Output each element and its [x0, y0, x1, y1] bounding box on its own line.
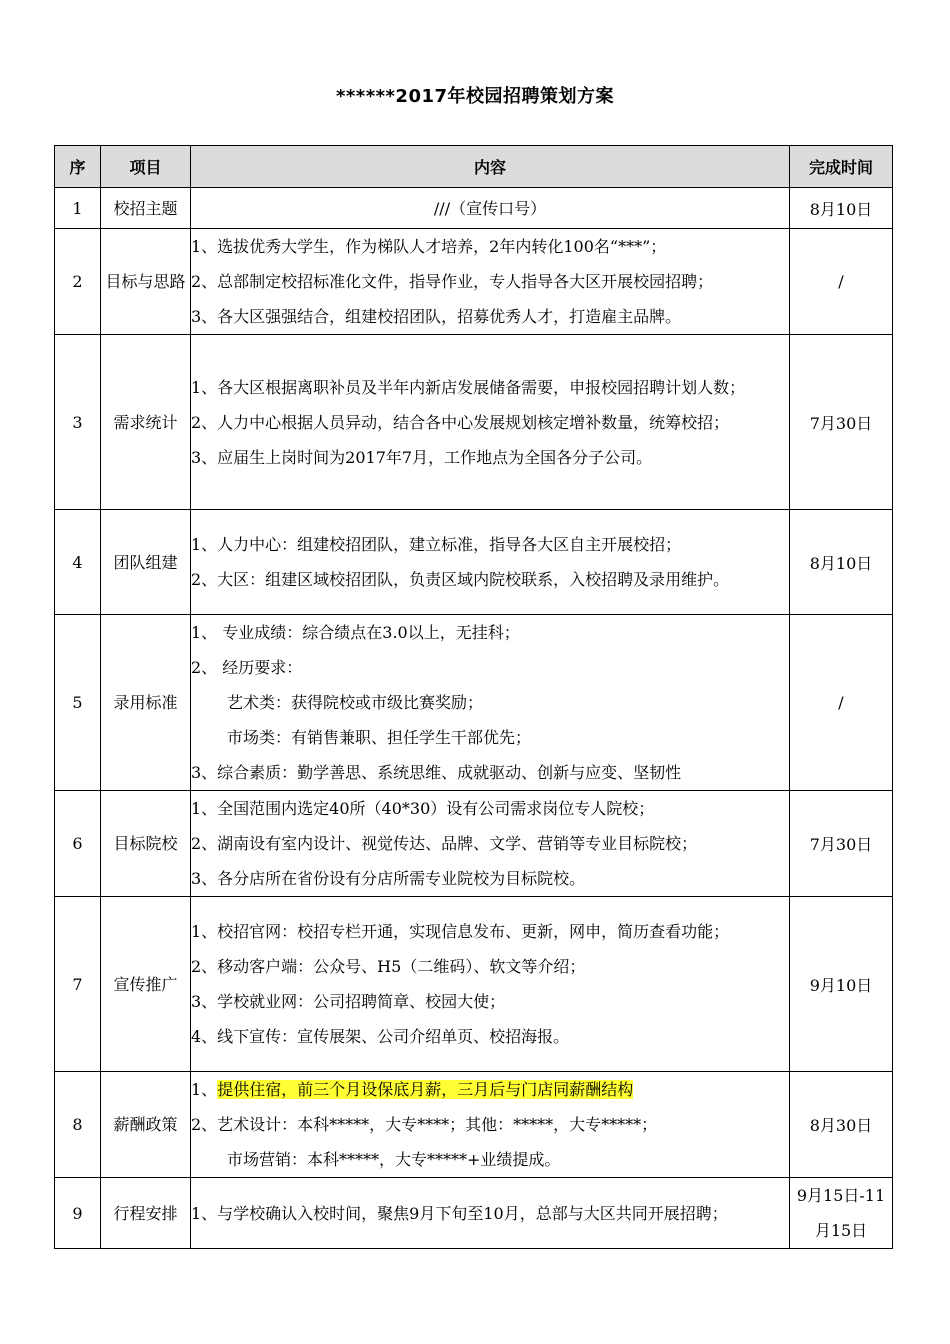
content-line: 3、应届生上岗时间为2017年7月，工作地点为全国各分子公司。: [191, 447, 653, 467]
content-line-prefix: 1、: [191, 1080, 218, 1099]
row-time: /: [790, 229, 893, 335]
row-num: 2: [55, 229, 101, 335]
row-item: 行程安排: [101, 1178, 191, 1249]
content-line: 1、校招官网：校招专栏开通，实现信息发布、更新，网申，简历查看功能；: [191, 922, 730, 941]
content-line: 1、与学校确认入校时间，聚焦9月下旬至10月，总部与大区共同开展招聘；: [191, 1203, 728, 1223]
content-line: 2、 经历要求：: [191, 658, 303, 677]
content-line: ///（宣传口号）: [433, 198, 547, 218]
row-num: 9: [55, 1178, 101, 1249]
content-line: 4、线下宣传：宣传展架、公司介绍单页、校招海报。: [191, 1027, 570, 1046]
row-num: 7: [55, 897, 101, 1072]
header-num: 序: [55, 146, 101, 188]
table-row: [55, 791, 893, 897]
plan-table: [54, 145, 893, 1249]
content-line: 2、人力中心根据人员异动，结合各中心发展规划核定增补数量，统筹校招；: [191, 412, 730, 432]
content-line: 2、大区：组建区域校招团队，负责区域内院校联系，入校招聘及录用维护。: [191, 570, 730, 589]
content-line: 1、各大区根据离职补员及半年内新店发展储备需要，申报校园招聘计划人数；: [191, 377, 746, 397]
header-item: 项目: [101, 146, 191, 188]
content-line: 3、各大区强强结合，组建校招团队，招募优秀人才，打造雇主品牌。: [191, 307, 682, 326]
row-item: 目标与思路: [101, 229, 191, 335]
table-header-row: [55, 146, 893, 188]
row-item: 宣传推广: [101, 897, 191, 1072]
row-time: 9月10日: [790, 897, 893, 1072]
row-content: [191, 188, 790, 229]
row-content: [191, 897, 790, 1072]
content-line: 2、移动客户端：公众号、H5（二维码）、软文等介绍；: [191, 957, 586, 976]
table-row: [55, 188, 893, 229]
table-row: [55, 229, 893, 335]
row-num: 4: [55, 510, 101, 615]
content-line: 艺术类：获得院校或市级比赛奖励；: [227, 693, 484, 712]
row-item: 薪酬政策: [101, 1072, 191, 1178]
content-line: 1、全国范围内选定40所（40*30）设有公司需求岗位专人院校；: [191, 799, 655, 818]
row-num: 5: [55, 615, 101, 791]
table-row: [55, 510, 893, 615]
content-line: 1、选拔优秀大学生，作为梯队人才培养，2年内转化100名“***”；: [191, 237, 667, 256]
row-content: [191, 510, 790, 615]
document-title: ******2017年校园招聘策划方案: [335, 86, 615, 107]
table-row: [55, 1072, 893, 1178]
row-item: 目标院校: [101, 791, 191, 897]
row-item: 需求统计: [101, 335, 191, 510]
row-content: [191, 229, 790, 335]
row-time: 9月15日-11月15日: [790, 1178, 893, 1249]
table-row: [55, 335, 893, 510]
content-line: 3、各分店所在省份设有分店所需专业院校为目标院校。: [191, 869, 586, 888]
row-time: 7月30日: [790, 791, 893, 897]
table-row: [55, 897, 893, 1072]
row-content: [191, 791, 790, 897]
row-item: 校招主题: [101, 188, 191, 229]
row-content: [191, 1178, 790, 1249]
row-content: [191, 615, 790, 791]
content-line: 1、人力中心：组建校招团队，建立标准，指导各大区自主开展校招；: [191, 535, 682, 554]
row-content: [191, 1072, 790, 1178]
row-time: 8月10日: [790, 188, 893, 229]
row-num: 6: [55, 791, 101, 897]
content-line: [191, 1072, 789, 1107]
row-num: 3: [55, 335, 101, 510]
table-row: [55, 1178, 893, 1249]
header-time: 完成时间: [790, 146, 893, 188]
header-content: 内容: [191, 146, 790, 188]
content-line: 3、综合素质：勤学善思、系统思维、成就驱动、创新与应变、坚韧性: [191, 763, 682, 782]
content-line: 2、湖南设有室内设计、视觉传达、品牌、文学、营销等专业目标院校；: [191, 834, 698, 853]
content-line: 3、学校就业网：公司招聘简章、校园大使；: [191, 992, 506, 1011]
content-line: 1、 专业成绩：综合绩点在3.0以上，无挂科；: [191, 623, 520, 642]
content-line: 2、艺术设计：本科*****，大专****；其他：*****，大专*****；: [191, 1115, 658, 1134]
highlighted-text: 提供住宿，前三个月设保底月薪，三月后与门店同薪酬结构: [217, 1080, 634, 1099]
row-content: [191, 335, 790, 510]
row-time: 7月30日: [790, 335, 893, 510]
content-line: 市场营销：本科*****，大专*****+业绩提成。: [227, 1150, 561, 1169]
row-time: /: [790, 615, 893, 791]
content-line: 2、总部制定校招标准化文件，指导作业，专人指导各大区开展校园招聘；: [191, 272, 714, 291]
content-line: 市场类：有销售兼职、担任学生干部优先；: [227, 728, 532, 747]
row-item: 录用标准: [101, 615, 191, 791]
table-row: [55, 615, 893, 791]
row-item: 团队组建: [101, 510, 191, 615]
row-num: 1: [55, 188, 101, 229]
row-time: 8月30日: [790, 1072, 893, 1178]
row-time: 8月10日: [790, 510, 893, 615]
row-num: 8: [55, 1072, 101, 1178]
